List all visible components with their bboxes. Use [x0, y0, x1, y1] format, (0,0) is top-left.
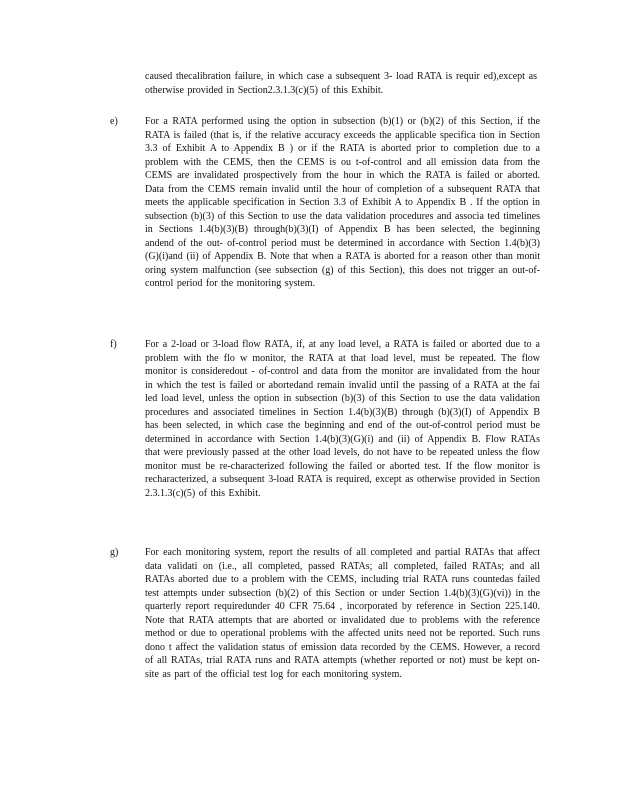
item-text: For a 2-load or 3-load flow RATA, if, at any load level, a RATA is failed or aborted due to a problem with the flo w monitor, the RATA at that load level, must be repeated. The flow monitor is consideredout - of-control and data from the monitor are invalidated from the hour in which the test is failed or abortedand remain invalid until the passing of a RATA at the fai led load level, unless the option in subsection (b)(3) of this Section to use the data validation procedures and associated timelines in Section 1.4(b)(3)(B) through (b)(3)(I) of Appendix B has been selected, in which case the beginning and end of the out-of-control period must be determined in accordance with Section 1.4(b)(3)(G)(i) and (ii) of Appendix B. Flow RATAs that were previously passed at the other load levels, do not have to be repeated unless the flow monitor must be re-characterized following the failed or aborted test. If the flow monitor is recharacterized, a subsequent 3-load RATA is required, except as otherwise provided in Section 2.3.1.3(c)(5) of this Exhibit.	[145, 339, 540, 499]
item-label: e)	[110, 116, 118, 127]
item-text: For a RATA performed using the option in subsection (b)(1) or (b)(2) of this Section, if the RATA is failed (that is, if the relative accuracy exceeds the applicable specifica tion in Section 3.3 of Exhibit A to Appendix B ) or if the RATA is aborted prior to completion due to a problem with the CEMS, then the CEMS is ou t-of-control and all emission data from the CEMS are invalidated prospectively from the hour in which the RATA is failed or aborted. Data from the CEMS remain invalid until the hour of completion of a subsequent RATA that meets the applicable specification in Section 3.3 of Exhibit A to Appendix B . If the option in subsection (b)(3) of this Section to use the data validation procedures and associa ted timelines in Sections 1.4(b)(3)(B) through(b)(3)(I) of Appendix B has been selected, the beginning andend of the out- of-control period must be determined in accordance with Section 1.4(b)(3)(G)(i)and (ii) of Appendix B. Note that when a RATA is aborted for a reason other than monit oring system malfunction (see subsection (g) of this Section), this does not trigger an out-of-control period for the monitoring system.	[145, 116, 540, 289]
continuation-paragraph: caused thecalibration failure, in which case a subsequent 3- load RATA is requir ed),except as otherwise provided in Section2.3.1.3(c)(5) of this Exhibit.	[145, 71, 537, 96]
item-label: f)	[110, 339, 117, 350]
item-label: g)	[110, 547, 119, 558]
item-text: For each monitoring system, report the results of all completed and partial RATAs that affect data validati on (i.e., all completed, passed RATAs; all completed, failed RATAs; and all RATAs aborted due to a problem with the CEMS, including trial RATA runs countedas failed test attempts under subsection (b)(2) of this Section or under Section 1.4(b)(3)(G)(vi)) in the quarterly report requiredunder 40 CFR 75.64 , incorporated by reference in Section 225.140. Note that RATA attempts that are aborted or invalidated due to problems with the reference method or due to operational problems with the affected units need not be reported. Such runs dono t affect the validation status of emission data recorded by the CEMS. However, a record of all RATAs, trial RATA runs and RATA attempts (whether reported or not) must be kept on-site as part of the official test log for each monitoring system.	[145, 547, 540, 680]
